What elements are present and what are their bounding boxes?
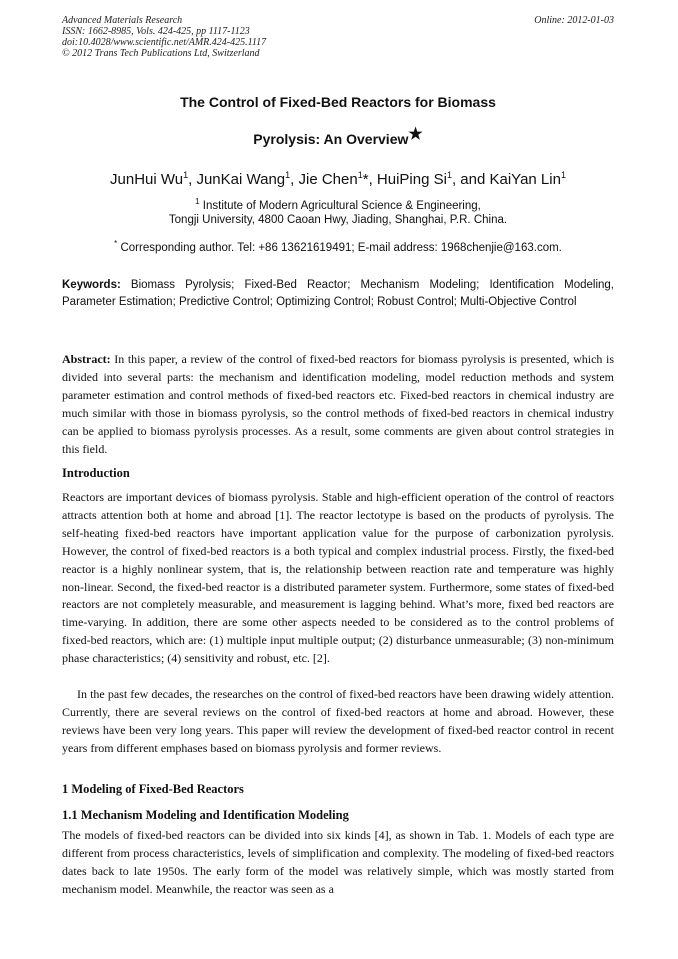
author-affil-sup: 1 [560, 170, 566, 180]
affiliation-line-1 [62, 197, 614, 212]
author-list [62, 170, 614, 188]
introduction-heading: Introduction [62, 466, 130, 480]
affiliation-line-2: Tongji University, 4800 Caoan Hwy, Jiading, Shanghai, P.R. China. [168, 214, 508, 226]
paper-title-line-2 [62, 124, 614, 147]
introduction-paragraph-2: In the past few decades, the researches on the control of fixed-bed reactors have been drawing widely attention. Currently, there are several reviews on the control of fixed-bed reactors at home and abroad. However, these reviews have been very long years. This paper will review the development of fixed-bed reactor control in recent years from different emphases based on biomass pyrolysis and former reviews. [62, 687, 614, 755]
author-affil-sup: 1 [183, 170, 189, 180]
affiliation-text: Institute of Modern Agricultural Science & Engineering, [202, 199, 481, 212]
author-separator: , and [451, 171, 490, 188]
journal-header [62, 15, 614, 59]
author-separator: , [368, 171, 377, 188]
abstract-label: Abstract: [62, 352, 111, 366]
introduction-paragraph-1: Reactors are important devices of biomass pyrolysis. Stable and high-efficient operation of the control of reactors attracts attention both at home and abroad [1]. The reactor lectotype is based on the products of pyrolysis. The self-heating fixed-bed reactors have important application value for the purpose of carbonization pyrolysis. However, the control of fixed-bed reactors is a both typical and complex industrial process. Firstly, the fixed-bed reactor is a highly nonlinear system, that is, the relationship between reaction rate and temperature was highly non-linear. Second, the fixed-bed reactor is a distributed parameter system. Furthermore, some states of fixed-bed reactors are not completely measurable, and measurement is lagging behind. What’s more, fixed bed reactors are time-varying. In addition, there are some other aspects needed to be considered as to the control problems of fixed-bed reactors, which are: (1) multiple input multiple output; (2) disturbance unmeasurable; (3) non-minimum phase characteristics; (4) sensitivity and robust, etc. [2]. [62, 490, 614, 666]
copyright-line: © 2012 Trans Tech Publications Ltd, Switzerland [62, 48, 260, 59]
keywords-block [62, 277, 614, 311]
title-text: Pyrolysis: An Overview [253, 131, 409, 147]
doi-line: doi:10.4028/www.scientific.net/AMR.424-425.1117 [62, 37, 267, 48]
author: KaiYan Lin [489, 171, 561, 188]
corresponding-text: Corresponding author. Tel: +86 13621619491; E-mail address: 1968chenjie@163.com. [120, 241, 562, 254]
star-icon: ★ [408, 126, 423, 143]
author-affil-sup: 1 [446, 170, 452, 180]
author-separator: , [188, 171, 197, 188]
affiliation-sup: 1 [195, 197, 200, 206]
online-date: Online: 2012-01-03 [534, 15, 614, 26]
journal-name: Advanced Materials Research [62, 15, 183, 26]
author-separator: , [290, 171, 299, 188]
author-affil-sup: 1 [357, 170, 363, 180]
section-1-paragraph: The models of fixed-bed reactors can be divided into six kinds [4], as shown in Tab. 1. Models of each type are different from process characteristics, levels of simplification and complexity. The modeling of fixed-bed reactors dates back to late 1950s. The early form of the model was relatively simple, which was mostly started from mechanism model. Meanwhile, the reactor was seen as a [62, 828, 614, 896]
author: HuiPing Si [376, 171, 447, 188]
corresponding-sup: * [114, 239, 118, 248]
corresponding-mark: * [362, 171, 369, 188]
author-affil-sup: 1 [285, 170, 291, 180]
author: Jie Chen [298, 171, 358, 188]
corresponding-author [62, 239, 614, 254]
author: JunKai Wang [196, 171, 286, 188]
keywords-text: Biomass Pyrolysis; Fixed-Bed Reactor; Mechanism Modeling; Identification Modeling, Parameter Estimation; Predictive Control; Optimizing Control; Robust Control; Multi-Objective Control [62, 279, 614, 308]
paper-title-line-1: The Control of Fixed-Bed Reactors for Biomass [180, 94, 496, 110]
section-1-heading: 1 Modeling of Fixed-Bed Reactors [62, 782, 244, 796]
issn-line: ISSN: 1662-8985, Vols. 424-425, pp 1117-1123 [62, 26, 250, 37]
subsection-1-1-heading: 1.1 Mechanism Modeling and Identification Modeling [62, 808, 349, 822]
abstract-text: In this paper, a review of the control of fixed-bed reactors for biomass pyrolysis is presented, which is divided into several parts: the mechanism and identification modeling, model reduction methods and system parameter estimation and control methods of fixed-bed reactors etc. Fixed-bed reactors in chemical industry are much similar with those in biomass pyrolysis, so the control methods of fixed-bed reactors in chemical industry can be applied to biomass pyrolysis processes. As a result, some comments are given about control strategies in this field. [62, 352, 614, 456]
author: JunHui Wu [110, 171, 184, 188]
keywords-label: Keywords: [62, 279, 121, 291]
abstract-block [62, 350, 614, 458]
